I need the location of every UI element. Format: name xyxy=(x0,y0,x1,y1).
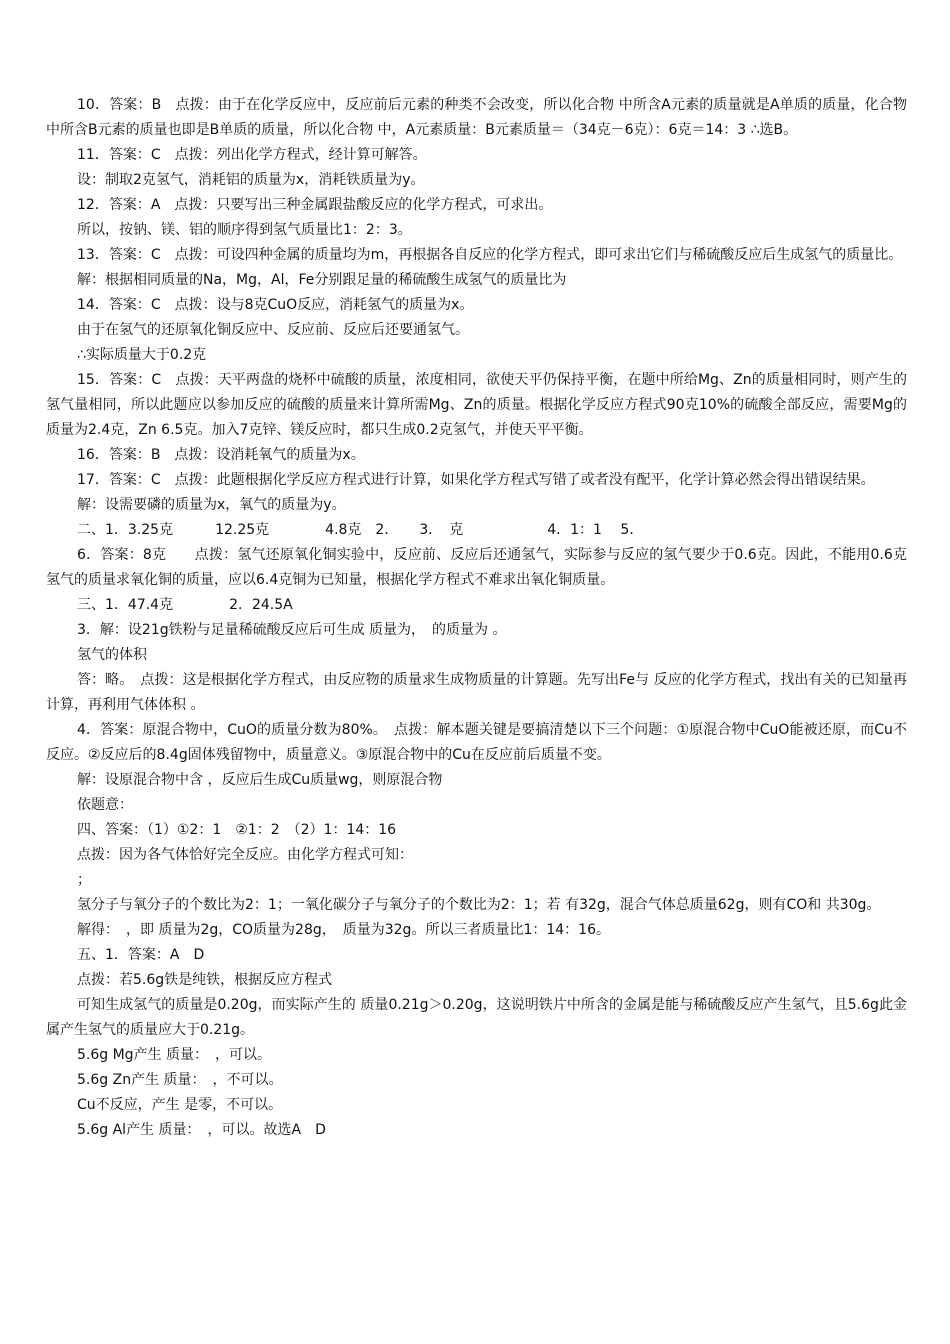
answer-paragraph-11: 11．答案：C 点拨：列出化学方程式，经计算可解答。 xyxy=(77,147,427,163)
section-4-answers: 四、答案：（1）①2：1 ②1：2 （2）1：14：16 xyxy=(77,822,397,838)
solution-line: 5.6g Zn产生 质量： ，不可以。 xyxy=(77,1072,283,1088)
answer-paragraph-10: 10．答案：B 点拨：由于在化学反应中，反应前后元素的种类不会改变，所以化合物 中所含A元素的质量就是A单质的质量，化合物 中所含B元素的质量也即是B单质的质量，所以化合物 中，A元素质量：B元素质量＝（34克－6克）：6克＝14：3 ∴选B。 xyxy=(46,97,912,138)
solution-line: 解得： ，即 质量为2g，CO质量为28g， 质量为32g。所以三者质量比1：14：16。 xyxy=(77,922,610,938)
answer-paragraph-14: 14．答案：C 点拨：设与8克CuO反应，消耗氢气的质量为x。 xyxy=(77,297,474,313)
solution-line: 由于在氢气的还原氧化铜反应中、反应前、反应后还要通氢气。 xyxy=(77,322,469,338)
answer-paragraph-16: 16．答案：B 点拨：设消耗氧气的质量为x。 xyxy=(77,447,365,463)
section-3-answers: 三、1．47.4克 2．24.5A xyxy=(77,597,293,613)
solution-line: 解：设需要磷的质量为x，氧气的质量为y。 xyxy=(77,497,346,513)
answer-paragraph-12: 12．答案：A 点拨：只要写出三种金属跟盐酸反应的化学方程式，可求出。 xyxy=(77,197,553,213)
solution-line: 答：略。 点拨：这是根据化学方程式，由反应物的质量求生成物质量的计算题。先写出Fe与 反应的化学方程式，找出有关的已知量再计算，再利用气体体积 。 xyxy=(46,672,907,713)
section-2-answers: 二、1．3.25克 12.25克 4.8克 2． 3． 克 4．1：1 5． xyxy=(77,522,644,538)
solution-line: 5.6g Al产生 质量： ，可以。故选A D xyxy=(77,1122,326,1138)
answer-paragraph-13: 13．答案：C 点拨：可设四种金属的质量均为m，再根据各自反应的化学方程式，即可求出它们与稀硫酸反应后生成氢气的质量比。 xyxy=(77,247,903,263)
answer-paragraph-15: 15．答案：C 点拨：天平两盘的烧杯中硫酸的质量，浓度相同，欲使天平仍保持平衡，在题中所给Mg、Zn的质量相同时，则产生的氢气量相同，所以此题应以参加反应的硫酸的质量来计算所需Mg、Zn的质量。根据化学反应方程式90克10%的硫酸全部反应，需要Mg的质量为2.4克，Zn 6.5克。加入7克锌、镁反应时，都只生成0.2克氢气，并使天平平衡。 xyxy=(46,372,907,438)
solution-line: 解：根据相同质量的Na，Mg，Al，Fe分别跟足量的稀硫酸生成氢气的质量比为 xyxy=(77,272,567,288)
solution-line: 点拨：因为各气体恰好完全反应。由化学方程式可知： xyxy=(77,847,413,863)
answer-paragraph-3-3: 3．解：设21g铁粉与足量稀硫酸反应后可生成 质量为， 的质量为 。 xyxy=(77,622,507,638)
solution-line: 依题意： xyxy=(77,797,133,813)
solution-line: 解：设原混合物中含 ，反应后生成Cu质量wg，则原混合物 xyxy=(77,772,443,788)
solution-line: 可知生成氢气的质量是0.20g，而实际产生的 质量0.21g＞0.20g，这说明铁片中所含的金属是能与稀硫酸反应产生氢气，且5.6g此金属产生氢气的质量应大于0.21g。 xyxy=(46,997,907,1038)
answer-paragraph-3-4: 4．答案：原混合物中，CuO的质量分数为80%。 点拨：解本题关键是要搞清楚以下三个问题：①原混合物中CuO能被还原，而Cu不反应。②反应后的8.4g固体残留物中，质量意义。③原混合物中的Cu在反应前后质量不变。 xyxy=(46,722,907,763)
document-body xyxy=(46,93,912,1143)
solution-line: 氢分子与氧分子的个数比为2：1；一氧化碳分子与氧分子的个数比为2：1；若 有32g，混合气体总质量62g，则有CO和 共30g。 xyxy=(77,897,881,913)
solution-line: Cu不反应，产生 是零，不可以。 xyxy=(77,1097,283,1113)
solution-line: 所以，按钠、镁、铝的顺序得到氢气质量比1：2：3。 xyxy=(77,222,412,238)
solution-line: ∴实际质量大于0.2克 xyxy=(77,347,207,363)
section-5-answers: 五、1．答案：A D xyxy=(77,947,205,963)
solution-line: ； xyxy=(77,872,91,888)
solution-line: 点拨：若5.6g铁是纯铁，根据反应方程式 xyxy=(77,972,333,988)
answer-paragraph-2-6: 6．答案：8克 点拨：氢气还原氧化铜实验中，反应前、反应后还通氢气，实际参与反应的氢气要少于0.6克。因此，不能用0.6克氢气的质量求氧化铜的质量，应以6.4克铜为已知量，根据化学方程式不难求出氧化铜质量。 xyxy=(46,547,907,588)
solution-line: 5.6g Mg产生 质量： ，可以。 xyxy=(77,1047,272,1063)
answer-paragraph-17: 17．答案：C 点拨：此题根据化学反应方程式进行计算，如果化学方程式写错了或者没有配平，化学计算必然会得出错误结果。 xyxy=(77,472,875,488)
solution-line: 氢气的体积 xyxy=(77,647,147,663)
solution-line: 设：制取2克氢气，消耗铝的质量为x，消耗铁质量为y。 xyxy=(77,172,425,188)
